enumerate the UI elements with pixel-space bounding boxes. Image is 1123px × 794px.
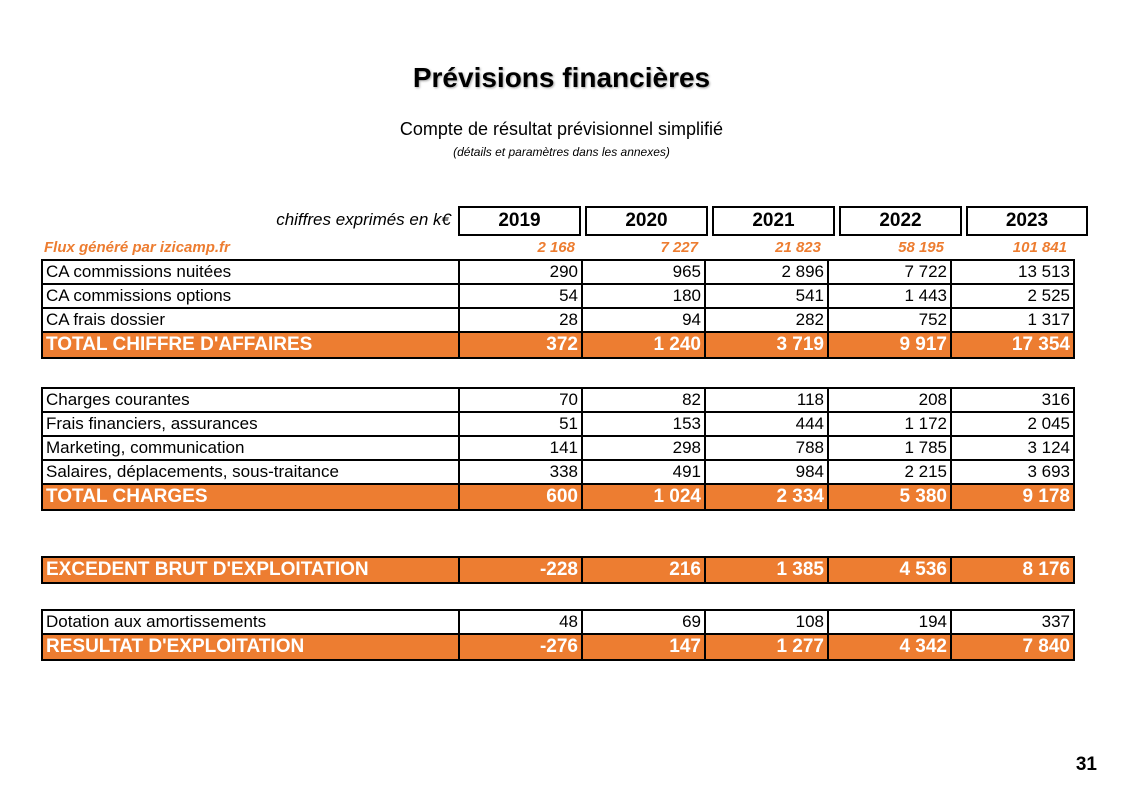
cell-value: 984 <box>705 460 828 484</box>
cell-value: 316 <box>951 388 1074 412</box>
flux-value: 21 823 <box>775 239 821 256</box>
cell-value: 752 <box>828 308 951 332</box>
cell-value: 444 <box>705 412 828 436</box>
row-label: CA commissions nuitées <box>42 260 459 284</box>
page-subtitle: Compte de résultat prévisionnel simplifié <box>399 119 724 139</box>
flux-value: 58 195 <box>898 239 944 256</box>
cell-value: 69 <box>582 610 705 634</box>
table-row <box>42 308 1074 332</box>
cell-value: 788 <box>705 436 828 460</box>
cell-value: 118 <box>705 388 828 412</box>
year-2023: 2023 <box>966 206 1088 236</box>
cell-value: 1 785 <box>828 436 951 460</box>
cell-value: 2 525 <box>951 284 1074 308</box>
cell-value: 338 <box>459 460 582 484</box>
page-note: (détails et paramètres dans les annexes) <box>453 145 670 159</box>
year-2019: 2019 <box>458 206 581 236</box>
cell-value: 1 172 <box>828 412 951 436</box>
page-title: Prévisions financières <box>412 62 711 93</box>
total-value: 9 178 <box>951 484 1074 510</box>
cell-value: 1 317 <box>951 308 1074 332</box>
total-value: 3 719 <box>705 332 828 358</box>
cell-value: 3 124 <box>951 436 1074 460</box>
table-row <box>42 436 1074 460</box>
total-row <box>42 557 1074 583</box>
row-label: Dotation aux amortissements <box>42 610 459 634</box>
cell-value: 298 <box>582 436 705 460</box>
cell-value: 7 722 <box>828 260 951 284</box>
total-value: 2 334 <box>705 484 828 510</box>
total-value: 372 <box>459 332 582 358</box>
row-label: CA commissions options <box>42 284 459 308</box>
cell-value: 180 <box>582 284 705 308</box>
cell-value: 282 <box>705 308 828 332</box>
total-value: 17 354 <box>951 332 1074 358</box>
row-label: Frais financiers, assurances <box>42 412 459 436</box>
cell-value: 1 443 <box>828 284 951 308</box>
total-label: RESULTAT D'EXPLOITATION <box>42 634 459 660</box>
total-value: 5 380 <box>828 484 951 510</box>
total-value: 1 240 <box>582 332 705 358</box>
cell-value: 141 <box>459 436 582 460</box>
page-number: 31 <box>1075 754 1097 775</box>
total-value: 4 342 <box>828 634 951 660</box>
units-label: chiffres exprimés en k€ <box>276 210 451 229</box>
total-label: TOTAL CHIFFRE D'AFFAIRES <box>42 332 459 358</box>
cell-value: 2 215 <box>828 460 951 484</box>
cell-value: 194 <box>828 610 951 634</box>
cell-value: 82 <box>582 388 705 412</box>
cell-value: 48 <box>459 610 582 634</box>
cell-value: 337 <box>951 610 1074 634</box>
cell-value: 2 896 <box>705 260 828 284</box>
total-value: 147 <box>582 634 705 660</box>
row-label: Charges courantes <box>42 388 459 412</box>
table-row <box>42 412 1074 436</box>
table-row <box>42 284 1074 308</box>
cell-value: 13 513 <box>951 260 1074 284</box>
cell-value: 54 <box>459 284 582 308</box>
years-header <box>458 206 1088 236</box>
table-row <box>42 460 1074 484</box>
ebe-table <box>41 556 1075 584</box>
row-label: CA frais dossier <box>42 308 459 332</box>
total-value: 1 385 <box>705 557 828 583</box>
revenue-table <box>41 259 1075 359</box>
total-value: -228 <box>459 557 582 583</box>
cell-value: 28 <box>459 308 582 332</box>
flux-value: 2 168 <box>537 239 575 256</box>
total-value: 1 277 <box>705 634 828 660</box>
year-2022: 2022 <box>839 206 962 236</box>
flux-value: 101 841 <box>1012 239 1067 256</box>
cell-value: 2 045 <box>951 412 1074 436</box>
cell-value: 491 <box>582 460 705 484</box>
table-row <box>42 610 1074 634</box>
total-value: 216 <box>582 557 705 583</box>
total-row <box>42 634 1074 660</box>
flux-row <box>44 238 1076 258</box>
charges-table <box>41 387 1075 511</box>
cell-value: 70 <box>459 388 582 412</box>
cell-value: 108 <box>705 610 828 634</box>
total-value: -276 <box>459 634 582 660</box>
year-2020: 2020 <box>585 206 708 236</box>
total-row <box>42 332 1074 358</box>
year-2021: 2021 <box>712 206 835 236</box>
total-label: TOTAL CHARGES <box>42 484 459 510</box>
row-label: Salaires, déplacements, sous-traitance <box>42 460 459 484</box>
result-table <box>41 609 1075 661</box>
total-value: 4 536 <box>828 557 951 583</box>
flux-label: Flux généré par izicamp.fr <box>44 239 230 256</box>
cell-value: 3 693 <box>951 460 1074 484</box>
cell-value: 965 <box>582 260 705 284</box>
total-value: 1 024 <box>582 484 705 510</box>
table-row <box>42 260 1074 284</box>
cell-value: 290 <box>459 260 582 284</box>
cell-value: 208 <box>828 388 951 412</box>
row-label: Marketing, communication <box>42 436 459 460</box>
cell-value: 541 <box>705 284 828 308</box>
cell-value: 94 <box>582 308 705 332</box>
total-value: 9 917 <box>828 332 951 358</box>
cell-value: 153 <box>582 412 705 436</box>
total-value: 8 176 <box>951 557 1074 583</box>
table-row <box>42 388 1074 412</box>
flux-value: 7 227 <box>660 239 698 256</box>
total-row <box>42 484 1074 510</box>
total-value: 7 840 <box>951 634 1074 660</box>
total-label: EXCEDENT BRUT D'EXPLOITATION <box>42 557 459 583</box>
cell-value: 51 <box>459 412 582 436</box>
total-value: 600 <box>459 484 582 510</box>
